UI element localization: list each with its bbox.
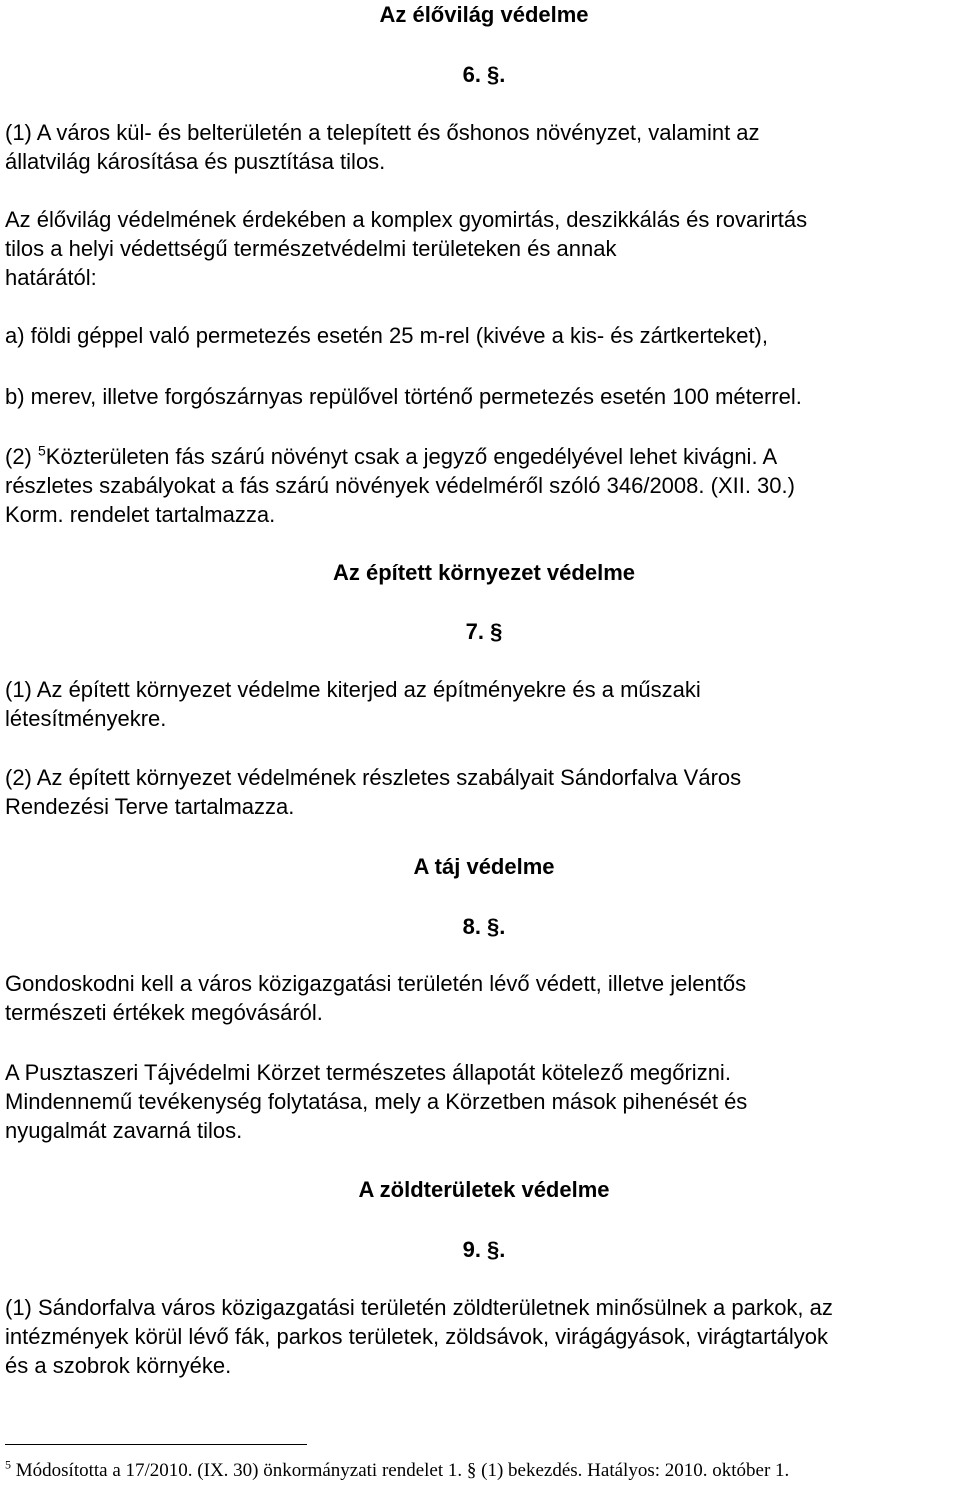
section-6-paragraph-1-line-2: állatvilág károsítása és pusztítása tilos.: [5, 149, 386, 174]
footnote-text: Módosította a 17/2010. (IX. 30) önkormányzati rendelet 1. § (1) bekezdés. Hatályos: 2010. október 1.: [11, 1460, 790, 1481]
section-6-paragraph-3-line-3: Korm. rendelet tartalmazza.: [5, 502, 276, 527]
footnote-separator: [5, 1444, 307, 1445]
section-6-paragraph-1-line-1: (1) A város kül- és belterületén a telepített és őshonos növényzet, valamint az: [5, 120, 760, 145]
footnote-reference: 5: [38, 442, 46, 459]
section-8-paragraph-2-line-2: Mindennemű tevékenység folytatása, mely a Körzetben mások pihenését és: [5, 1089, 748, 1114]
section-6-paragraph-3-prefix: (2): [5, 444, 38, 469]
section-6-paragraph-3-line-1: [5, 442, 777, 471]
section-6-item-a: a) földi géppel való permetezés esetén 25 m-rel (kivéve a kis- és zártkerteket),: [5, 323, 768, 348]
footnote-number: 5: [5, 1457, 11, 1472]
section-7-paragraph-2-line-2: Rendezési Terve tartalmazza.: [5, 794, 295, 819]
section-6-paragraph-3-line-2: részletes szabályokat a fás szárú növények védelméről szóló 346/2008. (XII. 30.): [5, 473, 795, 498]
section-7-title: Az épített környezet védelme: [333, 560, 635, 585]
section-6-item-b: b) merev, illetve forgószárnyas repülővel történő permetezés esetén 100 méterrel.: [5, 384, 802, 409]
section-9-title: A zöldterületek védelme: [358, 1177, 610, 1202]
section-8-number: 8. §.: [462, 914, 506, 939]
section-6-paragraph-2-line-3: határától:: [5, 265, 97, 290]
section-7-paragraph-2-line-1: (2) Az épített környezet védelmének részletes szabályait Sándorfalva Város: [5, 765, 742, 790]
section-8-paragraph-1-line-1: Gondoskodni kell a város közigazgatási területén lévő védett, illetve jelentős: [5, 971, 747, 996]
section-8-title: A táj védelme: [413, 854, 555, 879]
section-9-paragraph-1-line-2: intézmények körül lévő fák, parkos területek, zöldsávok, virágágyások, virágtartályok: [5, 1324, 828, 1349]
section-7-paragraph-1-line-1: (1) Az épített környezet védelme kiterjed az építményekre és a műszaki: [5, 677, 701, 702]
section-6-paragraph-2-line-1: Az élővilág védelmének érdekében a komplex gyomirtás, deszikkálás és rovarirtás: [5, 207, 808, 232]
section-9-paragraph-1-line-3: és a szobrok környéke.: [5, 1353, 232, 1378]
section-6-paragraph-2-line-2: tilos a helyi védettségű természetvédelmi területeken és annak: [5, 236, 617, 261]
section-6-number: 6. §.: [462, 62, 506, 87]
section-7-paragraph-1-line-2: létesítményekre.: [5, 706, 167, 731]
section-9-paragraph-1-line-1: (1) Sándorfalva város közigazgatási területén zöldterületnek minősülnek a parkok, az: [5, 1295, 833, 1320]
footnote: [5, 1459, 789, 1483]
section-7-number: 7. §: [465, 619, 503, 644]
section-8-paragraph-2-line-3: nyugalmát zavarná tilos.: [5, 1118, 243, 1143]
section-9-number: 9. §.: [462, 1237, 506, 1262]
section-8-paragraph-1-line-2: természeti értékek megóvásáról.: [5, 1000, 323, 1025]
section-6-paragraph-3-text: Közterületen fás szárú növényt csak a jegyző engedélyével lehet kivágni. A: [45, 444, 778, 469]
section-8-paragraph-2-line-1: A Pusztaszeri Tájvédelmi Körzet természetes állapotát kötelező megőrizni.: [5, 1060, 731, 1085]
section-6-title: Az élővilág védelme: [379, 2, 589, 27]
